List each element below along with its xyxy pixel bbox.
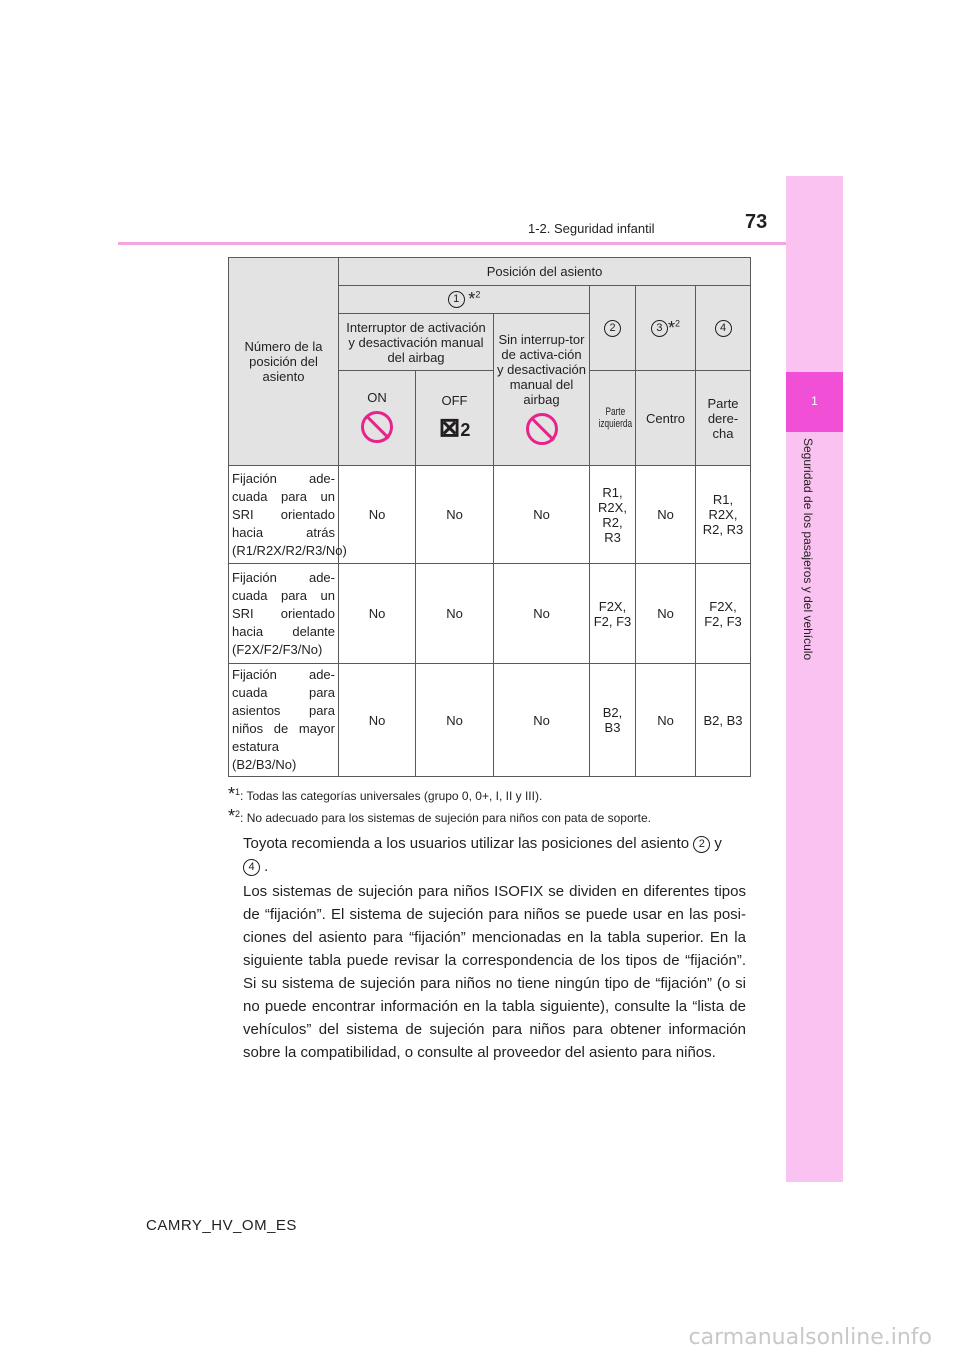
group-header-seat-position: Posición del asiento (339, 258, 751, 286)
recommendation-paragraph: Toyota recomienda a los usuarios utilizar las posiciones del asiento 2 y 4 . (243, 835, 722, 875)
pos2-header: 2 (590, 286, 636, 371)
footnote-1: *$^1$: Todas las categorías universales (grupo 0, 0+, I, II y III). (228, 784, 543, 804)
table-row: Fijación ade-cuada para un SRI orientado hacia delante (F2X/F2/F3/No) No No No F2X, F2, F3 No F2X, F2, F3 (229, 564, 751, 664)
table-row: Fijación ade-cuada para asientos para niños de mayor estatura (B2/B3/No) No No No B2, B3 No B2, B3 (229, 664, 751, 777)
right-cell: Parte dere-cha (696, 371, 751, 466)
airbag-disabled-icon (526, 413, 558, 445)
pos4-header: 4 (696, 286, 751, 371)
side-tab-text: Seguridad de los pasajeros y del vehículo (801, 438, 815, 661)
side-tab-number: 1 (786, 372, 843, 432)
isofix-paragraph: Los sistemas de sujeción para niños ISOFIX se dividen en diferentes tipos de “fijación”. El sistema de sujeción para niños se puede usar en las posi-ciones del asiento para “fijación” mencionadas en la tabla superior. En la siguiente tabla puede revisar la correspondencia de los tipos de “fijación”. Si su sistema de sujeción para niños no tiene ningún tipo de “fijación” (o si no puede encontrar información en la tabla siguiente), consulte la “lista de vehículos” del sistema de sujeción para niños para obtener información sobre la compatibilidad, o consulte al proveedor del asiento para niños. (243, 883, 746, 1061)
footnote-2: *$^2$: No adecuado para los sistemas de sujeción para niños con pata de soporte. (228, 806, 651, 826)
sub-no-manual-switch: Sin interrup-tor de activa-ción y desactivación manual del airbag (494, 314, 590, 466)
col-header-position-number: Número de la posición del asiento (229, 258, 339, 466)
side-tab (786, 176, 843, 1182)
on-cell: ON (339, 371, 416, 466)
pos1-header: 1 *$^2$ (339, 286, 590, 314)
isofix-table (228, 257, 751, 777)
pos3-header: 3 *$^2$ (636, 286, 696, 371)
row-label: Fijación ade-cuada para asientos para niños de mayor estatura (B2/B3/No) (229, 664, 339, 777)
pos1-circle: 1 (448, 291, 465, 308)
airbag-off-icon: ⊠2 (438, 412, 471, 442)
left-cell: Parte izquierda (590, 371, 636, 466)
airbag-on-prohibited-icon (361, 411, 393, 443)
section-title: 1-2. Seguridad infantil (528, 221, 655, 236)
footer-code: CAMRY_HV_OM_ES (146, 1217, 297, 1234)
header-rule (118, 242, 786, 245)
page-number: 73 (745, 211, 768, 233)
pos1-note: 2 (475, 289, 481, 300)
off-cell: OFF ⊠2 (416, 371, 494, 466)
center-cell: Centro (636, 371, 696, 466)
table-row: Fijación ade-cuada para un SRI orientado hacia atrás (R1/R2X/R2/R3/No) No No No R1, R2X, R2, R3 No R1, R2X, R2, R3 (229, 466, 751, 564)
ref-position-2: 2 (693, 836, 710, 853)
sub-manual-switch: Interruptor de activación y desactivación manual del airbag (339, 314, 494, 371)
watermark: carmanualsonline.info (688, 1325, 932, 1350)
row-label: Fijación ade-cuada para un SRI orientado hacia atrás (R1/R2X/R2/R3/No) (229, 466, 339, 564)
row-label: Fijación ade-cuada para un SRI orientado hacia delante (F2X/F2/F3/No) (229, 564, 339, 664)
ref-position-4: 4 (243, 859, 260, 876)
